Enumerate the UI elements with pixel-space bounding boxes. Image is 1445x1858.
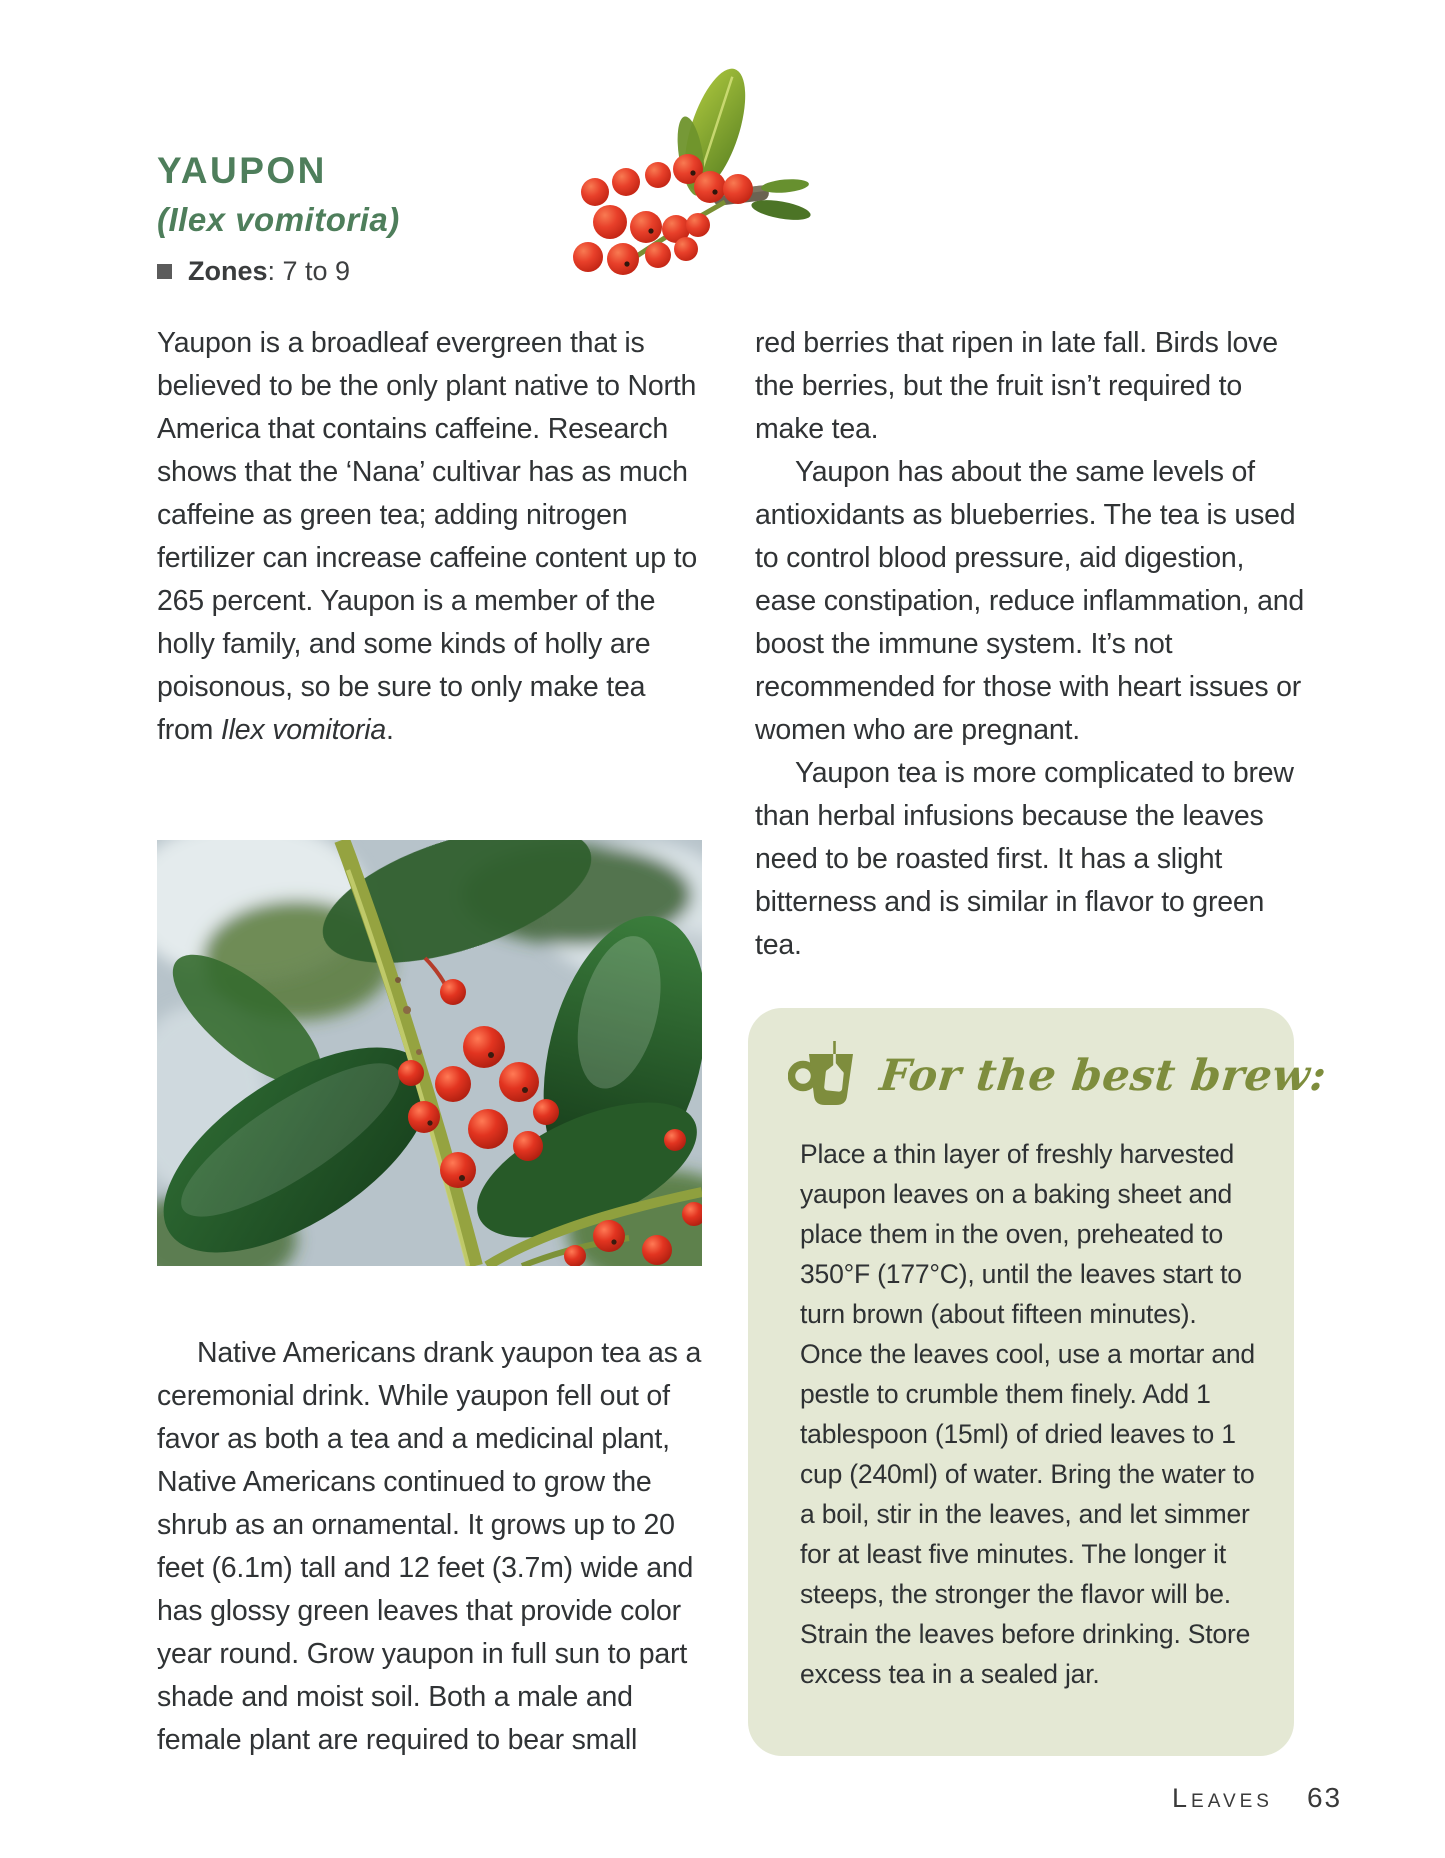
left-column-paragraph-2: [157, 1332, 709, 1762]
paragraph-text-end: .: [386, 714, 394, 746]
right-paragraph-1: red berries that ripen in late fall. Birds love the berries, but the fruit isn’t required to make tea.: [755, 327, 1278, 445]
page-title: YAUPON: [157, 150, 327, 191]
zones-line: [157, 256, 400, 287]
paragraph-text: Native Americans drank yaupon tea as a ceremonial drink. While yaupon fell out of favor as both a tea and a medicinal plant, Native Americans continued to grow the shrub as an ornamental. It grows up to 20 feet (6.1m) tall and 12 feet (3.7m) wide and has glossy green leaves that provide color year round. Grow yaupon in full sun to part shade and moist soil. Both a male and female plant are required to bear small: [157, 1337, 702, 1756]
right-paragraph-3: Yaupon tea is more complicated to brew than herbal infusions because the leaves need to be roasted first. It has a slight bitterness and is similar in flavor to green tea.: [755, 757, 1294, 961]
callout-heading: For the best brew:: [877, 1051, 1330, 1101]
tea-mug-icon: [788, 1038, 864, 1114]
footer-section-name: Leaves: [1172, 1783, 1273, 1813]
berry-cluster: [573, 154, 753, 275]
latin-name: (Ilex vomitoria): [157, 201, 400, 238]
zones-value: : 7 to 9: [267, 256, 351, 286]
page-footer: [1172, 1782, 1342, 1814]
brew-tip-callout: [748, 1008, 1330, 1756]
callout-header: [788, 1038, 1330, 1114]
paragraph-text: Yaupon is a broadleaf evergreen that is believed to be the only plant native to North America that contains caffeine. Research shows that the ‘Nana’ cultivar has as much caffeine as green tea; adding nitrogen fertilizer can increase caffeine content up to 265 percent. Yaupon is a member of the holly family, and some kinds of holly are poisonous, so be sure to only make tea from: [157, 327, 698, 746]
title-block: [157, 150, 400, 287]
zones-text: [188, 256, 350, 287]
zones-label: Zones: [188, 256, 268, 286]
right-paragraph-2: Yaupon has about the same levels of antioxidants as blueberries. The tea is used to control blood pressure, aid digestion, ease constipation, reduce inflammation, and boost the immune system. It’s not recommended for those with heart issues or women who are pregnant.: [755, 456, 1305, 746]
species-name-italic: Ilex vomitoria: [220, 714, 387, 746]
callout-body-text: Place a thin layer of freshly harvested yaupon leaves on a baking sheet and place them in the oven, preheated to 350°F (177°C), until the leaves start to turn brown (about fifteen minutes). Once the leaves cool, use a mortar and pestle to crumble them finely. Add 1 tablespoon (15ml) of dried leaves to 1 cup (240ml) of water. Bring the water to a boil, stir in the leaves, and let simmer for at least five minutes. The longer it steeps, the stronger the flavor will be. Strain the leaves before drinking. Store excess tea in a sealed jar.: [800, 1139, 1255, 1689]
footer-page-number: 63: [1306, 1782, 1343, 1813]
left-column-paragraph-1: [157, 322, 709, 752]
yaupon-berry-sprig-image: [563, 52, 811, 294]
square-bullet-icon: [157, 264, 172, 279]
right-column: [755, 322, 1307, 967]
yaupon-holly-branch-photo: [157, 840, 702, 1266]
